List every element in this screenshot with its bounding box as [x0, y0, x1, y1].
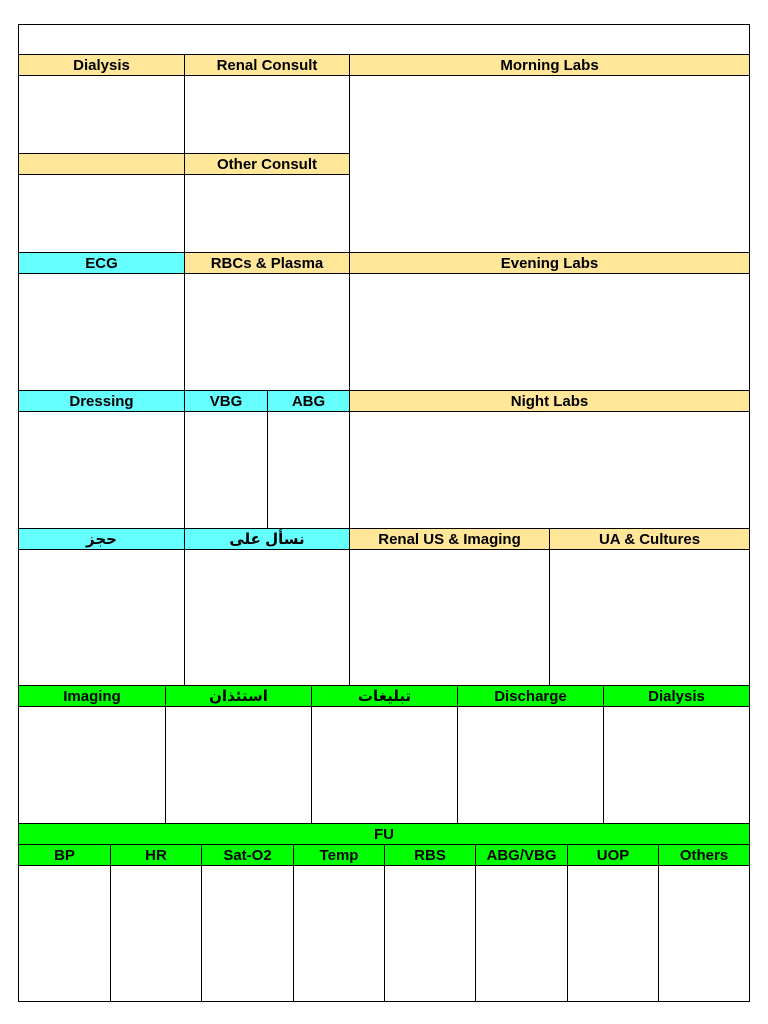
nasal-ala-cell[interactable]	[184, 549, 350, 686]
imaging-cell[interactable]	[18, 706, 166, 824]
hajz-cell[interactable]	[18, 549, 185, 686]
fu-header-bp: BP	[18, 844, 111, 866]
header-renal-us-imaging: Renal US & Imaging	[349, 528, 550, 550]
ua-cultures-cell[interactable]	[549, 549, 750, 686]
fu-header-temp: Temp	[293, 844, 385, 866]
header-hajz: حجز	[18, 528, 185, 550]
header-dialysis: Dialysis	[18, 54, 185, 76]
blank-cell[interactable]	[18, 174, 185, 253]
fu-cell-sat-o2[interactable]	[201, 865, 294, 1002]
dialysis-cell[interactable]	[18, 75, 185, 154]
header-nasal-ala: نسأل على	[184, 528, 350, 550]
abg-cell[interactable]	[267, 411, 350, 529]
header-istithan: استئذان	[165, 685, 312, 707]
dialysis-2-cell[interactable]	[603, 706, 750, 824]
header-fu: FU	[18, 823, 750, 845]
fu-header-hr: HR	[110, 844, 202, 866]
header-night-labs: Night Labs	[349, 390, 750, 412]
title-bar	[18, 24, 750, 55]
header-evening-labs: Evening Labs	[349, 252, 750, 274]
fu-header-others: Others	[658, 844, 750, 866]
fu-cell-hr[interactable]	[110, 865, 202, 1002]
evening-labs-cell[interactable]	[349, 273, 750, 391]
renal-consult-cell[interactable]	[184, 75, 350, 154]
renal-us-imaging-cell[interactable]	[349, 549, 550, 686]
header-ua-cultures: UA & Cultures	[549, 528, 750, 550]
header-vbg: VBG	[184, 390, 268, 412]
discharge-cell[interactable]	[457, 706, 604, 824]
header-other-consult: Other Consult	[184, 153, 350, 175]
header-abg: ABG	[267, 390, 350, 412]
ecg-cell[interactable]	[18, 273, 185, 391]
morning-labs-cell[interactable]	[349, 75, 750, 253]
fu-cell-abg-vbg[interactable]	[475, 865, 568, 1002]
fu-header-rbs: RBS	[384, 844, 476, 866]
header-blank	[18, 153, 185, 175]
vbg-cell[interactable]	[184, 411, 268, 529]
fu-cell-bp[interactable]	[18, 865, 111, 1002]
header-ecg: ECG	[18, 252, 185, 274]
fu-cell-rbs[interactable]	[384, 865, 476, 1002]
istithan-cell[interactable]	[165, 706, 312, 824]
header-renal-consult: Renal Consult	[184, 54, 350, 76]
fu-header-abg-vbg: ABG/VBG	[475, 844, 568, 866]
header-imaging: Imaging	[18, 685, 166, 707]
fu-header-uop: UOP	[567, 844, 659, 866]
header-dressing: Dressing	[18, 390, 185, 412]
night-labs-cell[interactable]	[349, 411, 750, 529]
header-morning-labs: Morning Labs	[349, 54, 750, 76]
fu-header-sat-o2: Sat-O2	[201, 844, 294, 866]
fu-cell-temp[interactable]	[293, 865, 385, 1002]
header-dialysis-2: Dialysis	[603, 685, 750, 707]
header-rbcs-plasma: RBCs & Plasma	[184, 252, 350, 274]
fu-cell-uop[interactable]	[567, 865, 659, 1002]
header-tableeghat: تبليغات	[311, 685, 458, 707]
tableeghat-cell[interactable]	[311, 706, 458, 824]
fu-cell-others[interactable]	[658, 865, 750, 1002]
rbcs-plasma-cell[interactable]	[184, 273, 350, 391]
dressing-cell[interactable]	[18, 411, 185, 529]
other-consult-cell[interactable]	[184, 174, 350, 253]
header-discharge: Discharge	[457, 685, 604, 707]
